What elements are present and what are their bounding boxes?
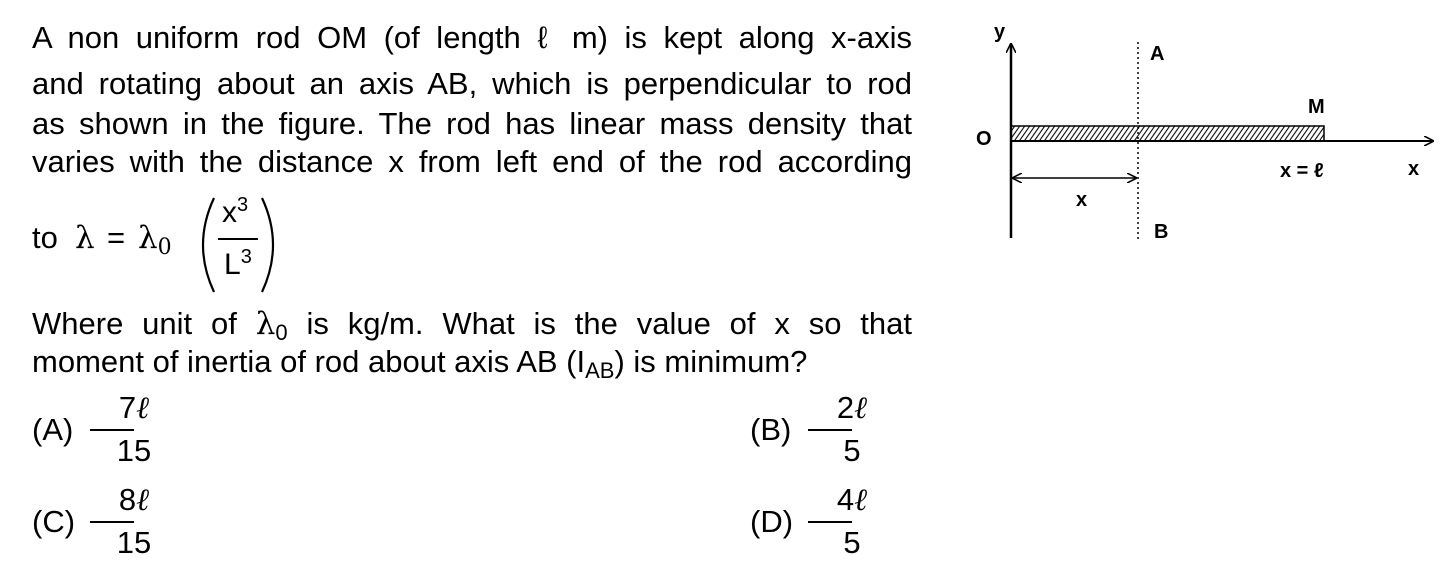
formula-equals: = <box>107 220 126 255</box>
point-a-label: A <box>1150 43 1165 65</box>
question-paragraph-1 <box>32 20 912 182</box>
question-paragraph-2 <box>32 306 912 382</box>
question-line-2: and rotating about an axis AB, which is perpendicular to rod <box>32 66 912 101</box>
formula-parentheses <box>32 190 292 300</box>
rod-figure <box>960 10 1440 250</box>
formula-prefix: to <box>32 220 58 255</box>
origin-label: O <box>976 128 992 150</box>
y-axis-label: y <box>994 21 1006 43</box>
option-a-label: (A) <box>32 412 74 447</box>
question-line-4: varies with the distance x from left end of the rod according <box>32 144 912 179</box>
formula-lambda: λ <box>75 220 95 256</box>
distance-x-label: x <box>1076 189 1088 211</box>
formula-lambda0: λ0 <box>138 220 172 260</box>
formula-denominator: $L^3$ <box>224 246 252 281</box>
density-formula <box>32 190 292 300</box>
point-m-label: M <box>1308 96 1325 118</box>
point-b-label: B <box>1154 221 1169 243</box>
option-b-label: (B) <box>750 412 792 447</box>
rod-om <box>1011 126 1324 141</box>
option-d-label: (D) <box>750 504 794 539</box>
question-line-5: Where unit of λ0 is kg/m. What is the value of x so that <box>32 306 913 345</box>
question-line-3: as shown in the figure. The rod has linear mass density that <box>32 106 912 141</box>
question-line-1: A non uniform rod OM (of length ℓ m) is kept along x-axis <box>32 20 912 55</box>
x-axis-label: x <box>1408 158 1420 180</box>
question-line-6: moment of inertia of rod about axis AB (IAB) is minimum? <box>32 344 808 383</box>
formula-numerator: $x^3$ <box>222 194 249 229</box>
option-c-label: (C) <box>32 504 76 539</box>
rod-end-label: x = ℓ <box>1280 160 1324 182</box>
